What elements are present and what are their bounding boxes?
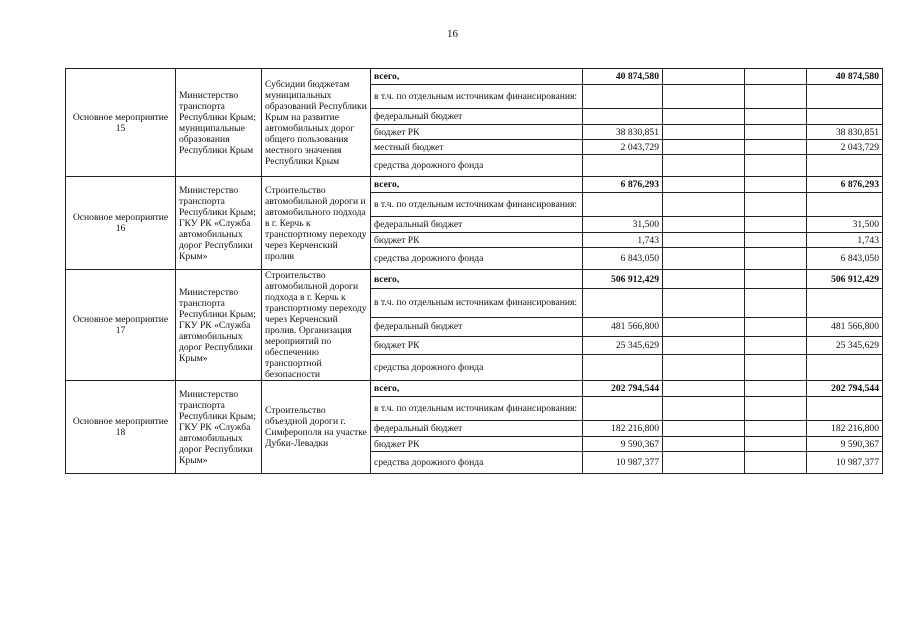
event-name-cell: Основное мероприятие 17: [66, 270, 176, 381]
amount-cell: 202 794,544: [807, 381, 883, 397]
amount-cell: 25 345,629: [583, 336, 663, 354]
funding-source-cell: бюджет РК: [371, 233, 583, 248]
amount-cell: [807, 289, 883, 318]
amount-cell: [663, 193, 745, 217]
amount-cell: [807, 354, 883, 380]
funding-source-cell: всего,: [371, 270, 583, 289]
amount-cell: 2 043,729: [583, 140, 663, 155]
amount-cell: 481 566,800: [583, 317, 663, 336]
funding-source-cell: федеральный бюджет: [371, 317, 583, 336]
funding-source-cell: федеральный бюджет: [371, 421, 583, 437]
amount-cell: [745, 177, 807, 193]
amount-cell: [583, 354, 663, 380]
amount-cell: [745, 397, 807, 421]
amount-cell: [745, 125, 807, 140]
amount-cell: [745, 381, 807, 397]
funding-source-cell: в т.ч. по отдельным источникам финансирования:: [371, 397, 583, 421]
amount-cell: [663, 248, 745, 270]
amount-cell: [663, 109, 745, 125]
funding-source-cell: средства дорожного фонда: [371, 452, 583, 474]
amount-cell: 10 987,377: [583, 452, 663, 474]
amount-cell: [663, 177, 745, 193]
funding-source-cell: местный бюджет: [371, 140, 583, 155]
amount-cell: [583, 109, 663, 125]
amount-cell: 31,500: [807, 217, 883, 233]
amount-cell: 38 830,851: [807, 125, 883, 140]
amount-cell: [583, 397, 663, 421]
amount-cell: [583, 289, 663, 318]
amount-cell: [807, 193, 883, 217]
amount-cell: [745, 421, 807, 437]
amount-cell: 25 345,629: [807, 336, 883, 354]
amount-cell: 481 566,800: [807, 317, 883, 336]
executor-cell: Министерство транспорта Республики Крым; ГКУ РК «Служба автомобильных дорог Республики Крым»: [176, 381, 262, 474]
amount-cell: 202 794,544: [583, 381, 663, 397]
amount-cell: 40 874,580: [807, 69, 883, 85]
financing-table: [65, 68, 883, 474]
funding-source-cell: в т.ч. по отдельным источникам финансирования:: [371, 85, 583, 109]
funding-source-cell: средства дорожного фонда: [371, 354, 583, 380]
amount-cell: [663, 381, 745, 397]
activity-description-cell: Субсидии бюджетам муниципальных образований Республики Крым на развитие автомобильных дорог общего пользования местного значения Республики Крым: [262, 69, 371, 177]
amount-cell: [663, 270, 745, 289]
table-row: [66, 381, 883, 397]
amount-cell: 506 912,429: [807, 270, 883, 289]
amount-cell: [745, 193, 807, 217]
amount-cell: [745, 270, 807, 289]
amount-cell: [745, 437, 807, 452]
amount-cell: [663, 397, 745, 421]
amount-cell: [745, 317, 807, 336]
page-number: 16: [447, 28, 458, 40]
amount-cell: [663, 155, 745, 177]
amount-cell: [745, 336, 807, 354]
event-name-cell: Основное мероприятие 16: [66, 177, 176, 270]
amount-cell: 1,743: [807, 233, 883, 248]
amount-cell: 6 876,293: [583, 177, 663, 193]
funding-source-cell: бюджет РК: [371, 125, 583, 140]
funding-source-cell: федеральный бюджет: [371, 217, 583, 233]
amount-cell: [745, 217, 807, 233]
amount-cell: [807, 155, 883, 177]
table-body: [66, 69, 883, 474]
amount-cell: [745, 248, 807, 270]
amount-cell: 2 043,729: [807, 140, 883, 155]
amount-cell: 38 830,851: [583, 125, 663, 140]
funding-source-cell: всего,: [371, 177, 583, 193]
executor-cell: Министерство транспорта Республики Крым; ГКУ РК «Служба автомобильных дорог Республики Крым»: [176, 270, 262, 381]
funding-source-cell: бюджет РК: [371, 437, 583, 452]
amount-cell: 10 987,377: [807, 452, 883, 474]
amount-cell: [745, 354, 807, 380]
event-name-cell: Основное мероприятие 18: [66, 381, 176, 474]
amount-cell: [663, 421, 745, 437]
amount-cell: [583, 193, 663, 217]
amount-cell: [807, 397, 883, 421]
amount-cell: [663, 437, 745, 452]
funding-source-cell: бюджет РК: [371, 336, 583, 354]
funding-source-cell: средства дорожного фонда: [371, 248, 583, 270]
amount-cell: 6 843,050: [807, 248, 883, 270]
amount-cell: 31,500: [583, 217, 663, 233]
amount-cell: [807, 85, 883, 109]
activity-description-cell: Строительство автомобильной дороги подхода в г. Керчь к транспортному переходу через Керченский пролив. Организация мероприятий по обеспечению транспортной безопасности: [262, 270, 371, 381]
amount-cell: [745, 69, 807, 85]
amount-cell: [583, 85, 663, 109]
amount-cell: [663, 452, 745, 474]
amount-cell: 6 876,293: [807, 177, 883, 193]
table-row: [66, 69, 883, 85]
amount-cell: [663, 85, 745, 109]
amount-cell: [807, 109, 883, 125]
amount-cell: [663, 317, 745, 336]
funding-source-cell: всего,: [371, 381, 583, 397]
activity-description-cell: Строительство автомобильной дороги и автомобильного подхода в г. Керчь к транспортному переходу через Керченский пролив: [262, 177, 371, 270]
amount-cell: [663, 354, 745, 380]
amount-cell: [745, 233, 807, 248]
amount-cell: 506 912,429: [583, 270, 663, 289]
amount-cell: 1,743: [583, 233, 663, 248]
amount-cell: [745, 85, 807, 109]
executor-cell: Министерство транспорта Республики Крым; ГКУ РК «Служба автомобильных дорог Республики Крым»: [176, 177, 262, 270]
funding-source-cell: в т.ч. по отдельным источникам финансирования:: [371, 289, 583, 318]
activity-description-cell: Строительство объездной дороги г. Симферополя на участке Дубки-Левадки: [262, 381, 371, 474]
funding-source-cell: средства дорожного фонда: [371, 155, 583, 177]
amount-cell: [663, 336, 745, 354]
funding-source-cell: в т.ч. по отдельным источникам финансирования:: [371, 193, 583, 217]
amount-cell: [583, 155, 663, 177]
amount-cell: [663, 140, 745, 155]
amount-cell: [745, 155, 807, 177]
amount-cell: 182 216,800: [807, 421, 883, 437]
amount-cell: [663, 125, 745, 140]
amount-cell: [745, 109, 807, 125]
amount-cell: [663, 69, 745, 85]
table-row: [66, 270, 883, 289]
amount-cell: [745, 289, 807, 318]
amount-cell: 9 590,367: [807, 437, 883, 452]
amount-cell: [663, 233, 745, 248]
funding-source-cell: федеральный бюджет: [371, 109, 583, 125]
amount-cell: [663, 289, 745, 318]
amount-cell: [745, 452, 807, 474]
amount-cell: 9 590,367: [583, 437, 663, 452]
amount-cell: [663, 217, 745, 233]
funding-source-cell: всего,: [371, 69, 583, 85]
amount-cell: 182 216,800: [583, 421, 663, 437]
amount-cell: [745, 140, 807, 155]
executor-cell: Министерство транспорта Республики Крым; муниципальные образования Республики Крым: [176, 69, 262, 177]
amount-cell: 6 843,050: [583, 248, 663, 270]
event-name-cell: Основное мероприятие 15: [66, 69, 176, 177]
amount-cell: 40 874,580: [583, 69, 663, 85]
table-row: [66, 177, 883, 193]
